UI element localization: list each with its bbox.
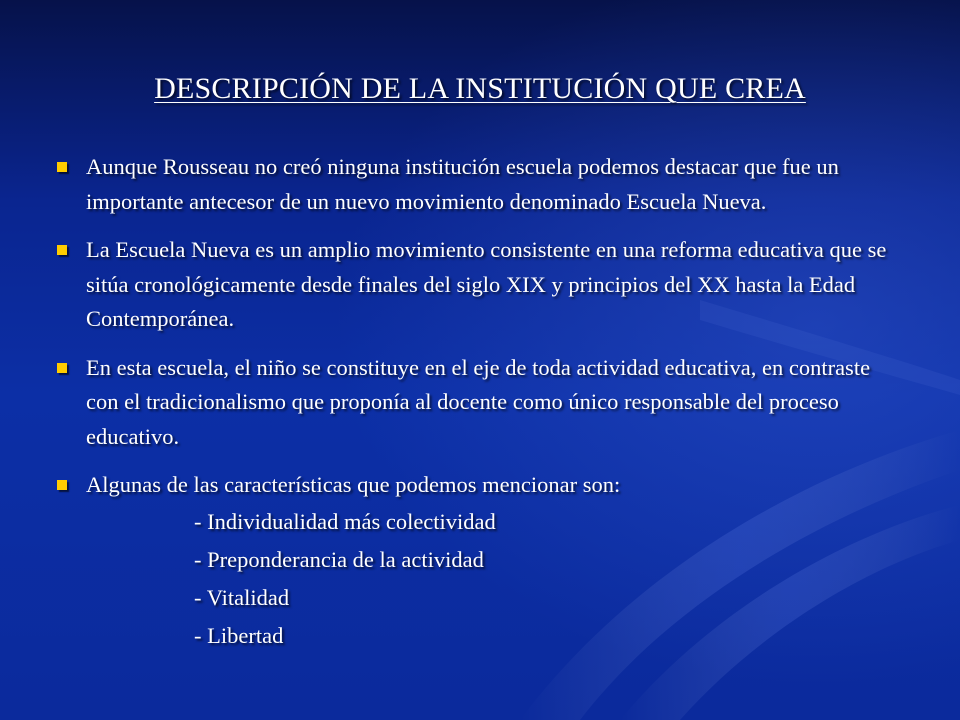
bullet-list (54, 150, 904, 655)
bullet-text: Aunque Rousseau no creó ninguna institución escuela podemos destacar que fue un importante antecesor de un nuevo movimiento denominado Escuela Nueva. (86, 154, 839, 214)
square-bullet-icon (57, 363, 67, 373)
square-bullet-icon (57, 245, 67, 255)
characteristic-item: - Individualidad más colectividad (194, 508, 496, 534)
bullet-item (54, 351, 904, 455)
slide-title: DESCRIPCIÓN DE LA INSTITUCIÓN QUE CREA (154, 72, 806, 105)
bullet-text: La Escuela Nueva es un amplio movimiento consistente en una reforma educativa que se sitúa cronológicamente desde finales del siglo XIX y principios del XX hasta la Edad Contemporánea. (86, 237, 887, 331)
characteristic-item: - Preponderancia de la actividad (194, 546, 484, 572)
bullet-text: Algunas de las características que podemos mencionar son: (86, 472, 621, 497)
characteristics-list (54, 503, 904, 655)
characteristic-item: - Vitalidad (194, 584, 290, 610)
square-bullet-icon (57, 480, 67, 490)
square-bullet-icon (57, 162, 67, 172)
characteristic-item: - Libertad (194, 622, 284, 648)
bullet-item (54, 233, 904, 337)
bullet-item (54, 150, 904, 219)
bullet-item (54, 468, 904, 655)
bullet-text: En esta escuela, el niño se constituye en el eje de toda actividad educativa, en contraste con el tradicionalismo que proponía al docente como único responsable del proceso educativo. (86, 354, 871, 449)
